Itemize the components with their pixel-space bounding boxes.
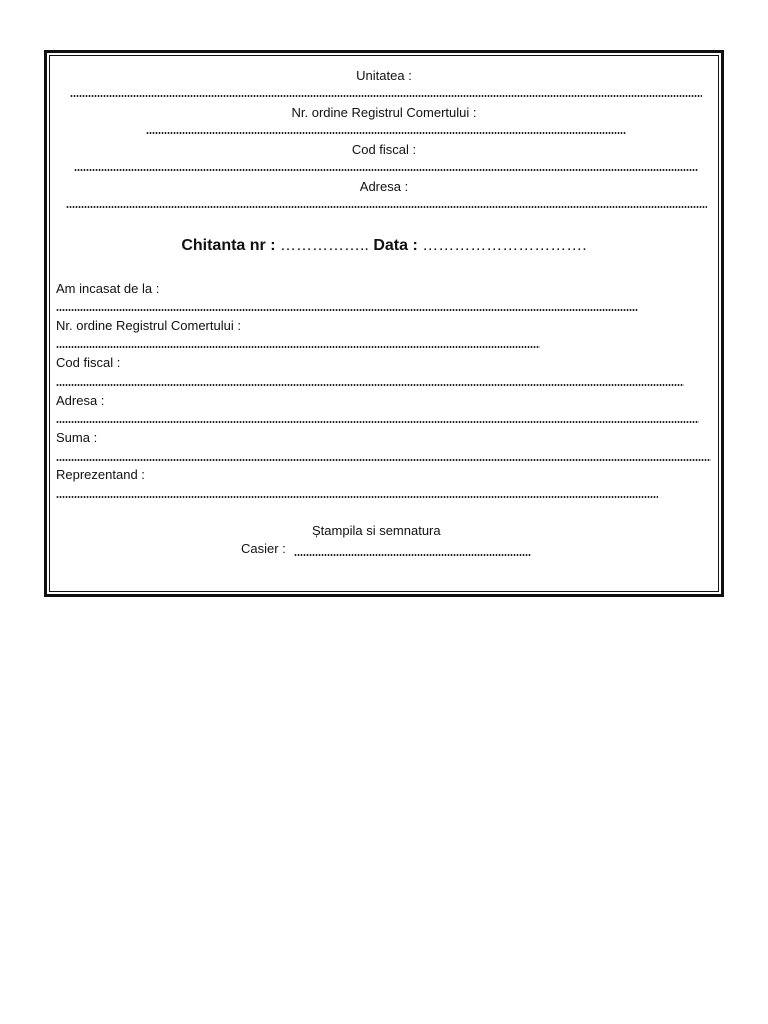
payer-reg-dotted-line[interactable] [56, 346, 540, 348]
issuer-fiscal-dotted-line[interactable] [74, 169, 698, 171]
receipt-number-dots[interactable]: …………….. [279, 237, 369, 254]
date-dots[interactable]: …………………………. [422, 237, 587, 254]
payer-fiscal-label: Cod fiscal : [56, 355, 121, 370]
issuer-address-dotted-line[interactable] [66, 206, 707, 208]
unit-label: Unitatea : [356, 68, 412, 83]
amount-dotted-line[interactable] [56, 459, 711, 461]
payer-address-label: Adresa : [56, 393, 105, 408]
receipt-number-label: Chitanta nr : [181, 237, 276, 254]
issuer-reg-label: Nr. ordine Registrul Comertului : [291, 105, 477, 120]
issuer-reg-dotted-line[interactable] [146, 132, 626, 134]
payer-address-dotted-line[interactable] [56, 421, 699, 423]
amount-label: Suma : [56, 430, 98, 445]
issuer-address-label: Adresa : [359, 179, 409, 194]
payer-reg-label: Nr. ordine Registrul Comertului : [56, 318, 241, 333]
representative-dotted-line[interactable] [56, 496, 658, 498]
issuer-fiscal-label: Cod fiscal : [351, 142, 417, 157]
representative-label: Reprezentand : [56, 467, 145, 482]
cashier-label: Casier : [241, 541, 286, 556]
payer-fiscal-dotted-line[interactable] [56, 384, 684, 386]
stamp-signature-label: Ștampila si semnatura [312, 523, 441, 538]
receipt-inner-border [49, 55, 719, 592]
received-from-label: Am incasat de la : [56, 281, 160, 296]
receipt-form [44, 50, 724, 597]
unit-dotted-line[interactable] [70, 95, 702, 97]
cashier-dotted-line[interactable] [294, 554, 531, 556]
date-label: Data : [373, 237, 418, 254]
receipt-title [50, 236, 718, 256]
received-from-dotted-line[interactable] [56, 309, 638, 311]
